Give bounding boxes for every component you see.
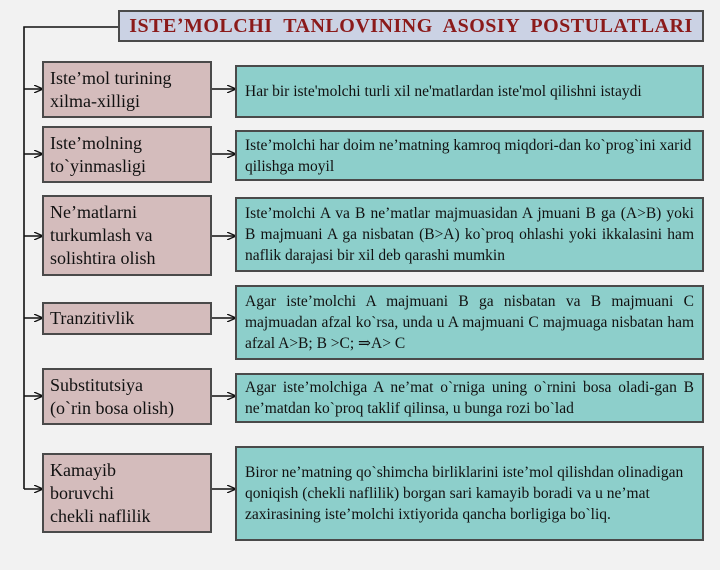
postulate-description-4 bbox=[235, 285, 704, 360]
postulate-description-text-5: Agar isteʼmolchiga A neʼmat o`rniga uning o`rnini bosa oladi-gan B neʼmatdan ko`proq taklif qilinsa, u bunga rozi bo`lad bbox=[245, 379, 694, 417]
postulate-name-4: Tranzitivlik bbox=[42, 302, 212, 335]
postulate-description-3 bbox=[235, 197, 704, 272]
postulate-description-text-3: Isteʼmolchi A va B neʼmatlar majmuasidan A jmuani B ga (A>B) yoki B majmuani A ga nisbatan (B>A) ko`proq ohlashi yoki ikkalasini ham naflik darajasi bir xil deb qarashi mumkin bbox=[245, 205, 694, 264]
postulate-description-text-1: Har bir iste'molchi turli xil ne'matlardan iste'mol qilishni istaydi bbox=[245, 83, 642, 100]
diagram-title: ISTEʼMOLCHI TANLOVINING ASOSIY POSTULATLARI bbox=[118, 10, 704, 42]
postulate-description-text-2: Isteʼmolchi har doim neʼmatning kamroq miqdori-dan ko`prog`ini xarid qilishga moyil bbox=[245, 136, 692, 175]
postulate-name-1: Isteʼmol turining xilma-xilligi bbox=[42, 61, 212, 118]
postulate-description-6 bbox=[235, 446, 704, 541]
postulate-description-text-4: Agar isteʼmolchi A majmuani B ga nisbatan va B majmuani C majmuadan afzal ko`rsa, unda u A majmuani C majmuaga nisbatan ham afzal A>B; B >C; ⇒A> C bbox=[245, 293, 694, 352]
postulate-description-2 bbox=[235, 130, 704, 181]
postulate-description-1 bbox=[235, 65, 704, 118]
postulate-name-5: Substitutsiya (o`rin bosa olish) bbox=[42, 368, 212, 425]
postulate-description-text-6: Biror neʼmatning qo`shimcha birliklarini isteʼmol qilishdan olinadigan qoniqish (chekli naflilik) borgan sari kamayib boradi va u neʼmat zaxirasining isteʼmolchi ixtiyorida qancha borligiga bo`liq. bbox=[245, 464, 684, 523]
postulate-name-3: Neʼmatlarni turkumlash va solishtira olish bbox=[42, 195, 212, 276]
postulate-description-5 bbox=[235, 373, 704, 423]
postulate-name-6: Kamayib boruvchi chekli naflilik bbox=[42, 453, 212, 533]
postulate-name-2: Isteʼmolning to`yinmasligi bbox=[42, 126, 212, 183]
